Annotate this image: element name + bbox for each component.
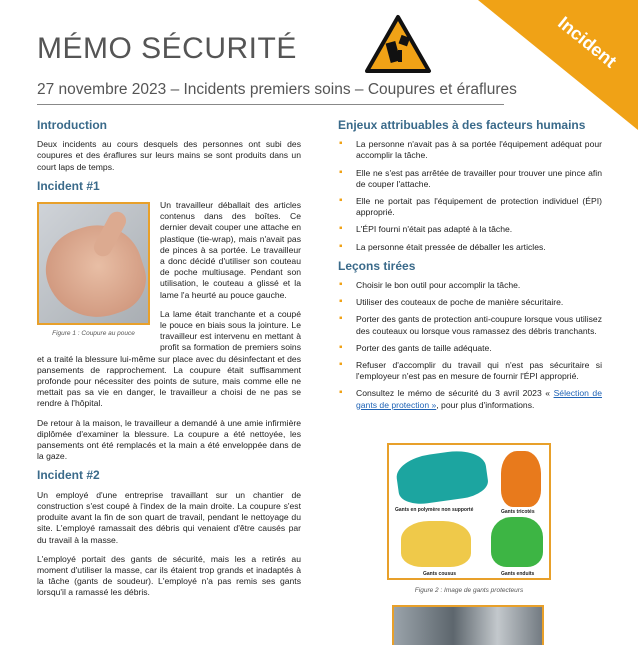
- glove-label-1: Gants en polymère non supporté: [395, 507, 474, 513]
- list-item: ▪ Elle ne s'est pas arrêtée de travailler pour trouver une pince afin de couper l'attache.: [338, 168, 602, 190]
- list-item: ▪ Choisir le bon outil pour accomplir la tâche.: [338, 280, 602, 291]
- glove-memo-link[interactable]: Sélection de gants de protection »: [356, 388, 602, 410]
- intro-text: Deux incidents au cours desquels des personnes ont subi des coupures et des éraflures sur leurs mains se sont produits dans un court laps de temps.: [37, 139, 301, 172]
- lessons-list: [338, 280, 602, 411]
- incident2-heading: Incident #2: [37, 468, 100, 483]
- glove-label-3: Gants cousus: [423, 571, 457, 577]
- list-item: ▪ Consultez le mémo de sécurité du 3 avril 2023 « Sélection de gants de protection », pour plus d'informations.: [338, 388, 602, 410]
- incident1-heading: Incident #1: [37, 178, 100, 193]
- incident2-paragraph-1: Un employé d'une entreprise travaillant sur un chantier de construction s'est coupé à l'index de la main droite. La coupure s'est produite avant la fin de son quart de travail, pendant le nettoyage du site. L'employé ramassait des débris qui venaient d'être causés par du travail à la masse.: [37, 489, 301, 545]
- falling-object-warning-icon: [364, 14, 432, 74]
- list-item: ▪ La personne était pressée de déballer les articles.: [338, 242, 602, 253]
- incident1-paragraph-3: De retour à la maison, le travailleur a demandé à une amie infirmière diplômée d'examiner la blessure. La coupure a été nettoyée, les pansements ont été remplacés et la main a été enveloppée dans de la gaze.: [37, 417, 301, 462]
- lessons-heading: Leçons tirées: [338, 258, 416, 273]
- construction-photo: [392, 605, 544, 645]
- list-item: ▪ Utiliser des couteaux de poche de manière sécuritaire.: [338, 297, 602, 308]
- factors-heading: Enjeux attribuables à des facteurs humains: [338, 118, 586, 132]
- page-title: MÉMO SÉCURITÉ: [37, 32, 297, 65]
- thumb-cut-photo: [37, 202, 150, 325]
- list-item: ▪ L'ÉPI fourni n'était pas adapté à la tâche.: [338, 224, 602, 235]
- factors-list: [338, 139, 602, 253]
- knitted-glove-image: [501, 451, 541, 507]
- list-item: ▪ Refuser d'accomplir du travail qui n'est pas sécuritaire si l'employeur n'est pas en mesure de fournir l'ÉPI approprié.: [338, 360, 602, 382]
- polymer-glove-image: [394, 447, 490, 507]
- glove-label-2: Gants tricotés: [501, 509, 535, 515]
- left-column: [37, 120, 301, 607]
- list-item: ▪ Porter des gants de taille adéquate.: [338, 343, 602, 354]
- coated-glove-image: [491, 517, 543, 567]
- list-item: ▪ La personne n'avait pas à sa portée l'équipement adéquat pour accomplir la tâche.: [338, 139, 602, 161]
- glove-label-4: Gants enduits: [501, 571, 535, 577]
- incident-corner-label: Incident: [554, 12, 621, 72]
- right-column: [338, 120, 602, 419]
- figure-1: [37, 202, 150, 339]
- intro-heading: Introduction: [37, 118, 107, 132]
- list-item: ▪ Elle ne portait pas l'équipement de protection individuel (ÉPI) approprié.: [338, 196, 602, 218]
- incident1-paragraph-1: Un travailleur déballait des articles contenus dans des boîtes. Ce dernier devait couper une attache en plastique (tie-wrap), mais n'avait pas de pinces à sa portée. Le travailleur a donc décidé d'utiliser son couteau de poche multiusage. Pendant son utilisation, le couteau a glissé et la lame l'a heurté au pouce gauche.: [160, 200, 301, 300]
- gloves-figure: [387, 443, 551, 580]
- figure-1-caption: Figure 1 : Coupure au pouce: [52, 330, 135, 338]
- incident2-paragraph-2: L'employé portait des gants de sécurité, mais les a retirés au moment d'utiliser la masse, car ils étaient trop grands et inadaptés à la tâche (gants de soudeur). L'employé n'a pas remis ses gants lorsqu'il a ramassé les débris.: [37, 553, 301, 598]
- page-subtitle: 27 novembre 2023 – Incidents premiers soins – Coupures et éraflures: [37, 81, 517, 98]
- incident1-paragraph-2: La lame était tranchante et a coupé le pouce en biais sous la jointure. Le travailleur est intervenu en mettant à profit sa formation de premiers soins et a traité la blessure lui-même sur place avec du désinfectant et des pansements de rapprochement. La coupure était suffisamment profonde pour nécessiter des points de suture, mais comme elle ne mettait pas sa vie en danger, le travailleur a choisi de ne pas se rendre à l'hôpital.: [37, 308, 301, 409]
- title-divider: [37, 104, 504, 105]
- list-item: ▪ Porter des gants de protection anti-coupure lorsque vous utilisez des couteaux ou lorsque vous ramassez des débris tranchants.: [338, 314, 602, 336]
- figure-2-caption: Figure 2 : Image de gants protecteurs: [414, 587, 524, 594]
- sewn-glove-image: [401, 521, 471, 567]
